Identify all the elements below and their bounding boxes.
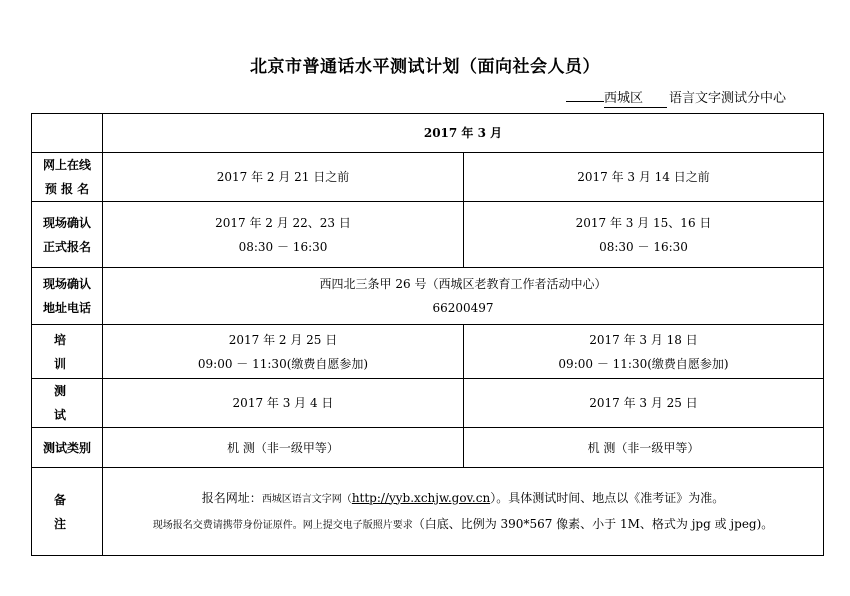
notes-site-name: 西城区语言文字网（ [261, 493, 352, 505]
label-line: 网上在线 [42, 158, 91, 172]
online-prereg-date-1: 2017 年 2 月 21 日之前 [103, 153, 464, 202]
test-date-2: 2017 年 3 月 25 日 [464, 379, 824, 428]
notes-label: 备 注 [32, 468, 103, 556]
test-plan-table [31, 113, 824, 556]
table-row [32, 468, 824, 556]
training-cell-1 [103, 325, 464, 379]
table-row [32, 202, 824, 268]
test-date-1: 2017 年 3 月 4 日 [103, 379, 464, 428]
online-prereg-label [32, 153, 103, 202]
register-date: 2017 年 3 月 15、16 日 [575, 215, 712, 230]
table-row [32, 268, 824, 325]
label-line: 现场确认 [42, 277, 91, 291]
label-line: 现场确认 [42, 215, 91, 230]
training-time: 09:00 － 11:30(缴费自愿参加) [558, 356, 729, 371]
online-prereg-date-2: 2017 年 3 月 14 日之前 [464, 153, 824, 202]
training-cell-2 [464, 325, 824, 379]
notes-photo-requirement: （白底、比例为 390*567 像素、小于 1M、格式为 jpg 或 jpeg)。 [412, 516, 774, 531]
training-time: 09:00 － 11:30(缴费自愿参加) [197, 356, 369, 371]
test-category-1: 机 测（非一级甲等） [103, 428, 464, 468]
registration-link[interactable]: http://yyb.xchjw.gov.cn [351, 490, 491, 505]
test-label: 测 试 [32, 379, 103, 428]
notes-id-requirement: 现场报名交费请携带身份证原件。网上提交电子版照片要求 [152, 519, 413, 531]
training-date: 2017 年 2 月 25 日 [228, 332, 338, 347]
onsite-register-cell-2 [464, 202, 824, 268]
table-row [32, 379, 824, 428]
notes-prefix: 报名网址： [201, 490, 262, 505]
label-line: 预 报 名 [44, 182, 90, 196]
table-row [32, 428, 824, 468]
test-category-label: 测试类别 [32, 428, 103, 468]
onsite-register-cell-1 [103, 202, 464, 268]
notes-line1-suffix: ）。具体测试时间、地点以《准考证》为准。 [490, 490, 725, 505]
table-row [32, 153, 824, 202]
blank-header-cell [32, 114, 103, 153]
district-underline [566, 101, 604, 102]
test-center-line [566, 87, 786, 108]
onsite-register-label [32, 202, 103, 268]
label-line: 地址电话 [42, 301, 91, 315]
table-row [32, 114, 824, 153]
register-date: 2017 年 2 月 22、23 日 [215, 215, 351, 230]
test-category-2: 机 测（非一级甲等） [464, 428, 824, 468]
register-time: 08:30 － 16:30 [599, 239, 688, 254]
address-phone-label [32, 268, 103, 325]
page-title: 北京市普通话水平测试计划（面向社会人员） [250, 57, 600, 77]
month-header: 2017 年 3 月 [103, 114, 824, 153]
address-text: 西四北三条甲 26 号（西城区老教育工作者活动中心） [319, 277, 607, 291]
phone-number: 66200497 [432, 301, 494, 315]
notes-line-1 [103, 486, 823, 512]
notes-cell [103, 468, 824, 556]
address-phone-cell [103, 268, 824, 325]
table-row [32, 325, 824, 379]
district-name: 西城区 [604, 91, 667, 108]
center-suffix: 语言文字测试分中心 [669, 91, 787, 106]
training-label: 培 训 [32, 325, 103, 379]
training-date: 2017 年 3 月 18 日 [589, 332, 698, 347]
register-time: 08:30 － 16:30 [238, 239, 328, 254]
notes-line-2 [103, 512, 823, 538]
label-line: 正式报名 [42, 239, 91, 254]
